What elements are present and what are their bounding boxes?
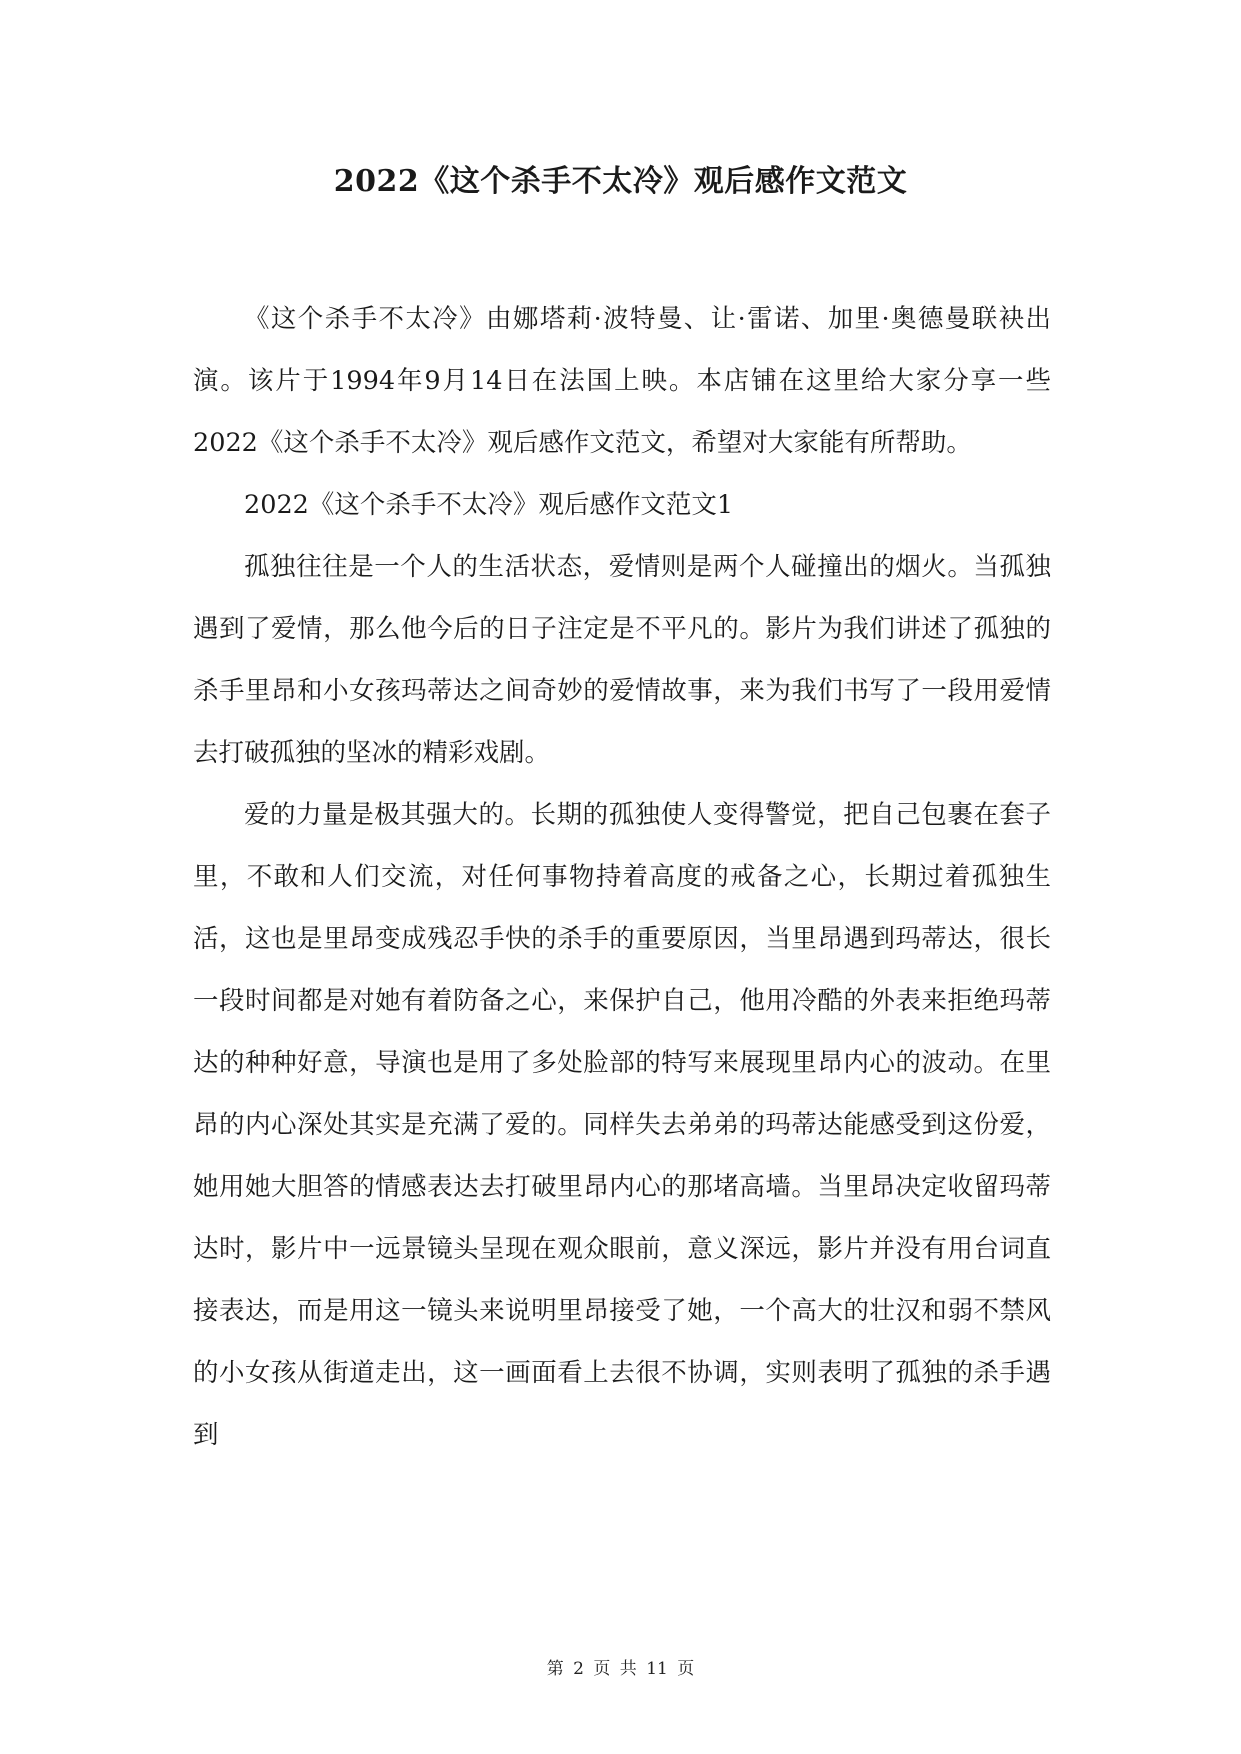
body-paragraph: 孤独往往是一个人的生活状态，爱情则是两个人碰撞出的烟火。当孤独遇到了爱情，那么他今后的日子注定是不平凡的。影片为我们讲述了孤独的杀手里昂和小女孩玛蒂达之间奇妙的爱情故事，来为我们书写了一段用爱情去打破孤独的坚冰的精彩戏剧。 <box>193 552 1051 768</box>
body-paragraph: 爱的力量是极其强大的。长期的孤独使人变得警觉，把自己包裹在套子里，不敢和人们交流，对任何事物持着高度的戒备之心，长期过着孤独生活，这也是里昂变成残忍手快的杀手的重要原因，当里昂遇到玛蒂达，很长一段时间都是对她有着防备之心，来保护自己，他用冷酷的外表来拒绝玛蒂达的种种好意，导演也是用了多处脸部的特写来展现里昂内心的波动。在里昂的内心深处其实是充满了爱的。同样失去弟弟的玛蒂达能感受到这份爱，她用她大胆答的情感表达去打破里昂内心的那堵高墙。当里昂决定收留玛蒂达时，影片中一远景镜头呈现在观众眼前，意义深远，影片并没有用台词直接表达，而是用这一镜头来说明里昂接受了她，一个高大的壮汉和弱不禁风的小女孩从街道走出，这一画面看上去很不协调，实则表明了孤独的杀手遇到 <box>193 800 1051 1450</box>
page-footer: 第 2 页 共 11 页 <box>546 1659 695 1679</box>
intro-paragraph: 《这个杀手不太冷》由娜塔莉·波特曼、让·雷诺、加里·奥德曼联袂出演。该片于1994年9月14日在法国上映。本店铺在这里给大家分享一些2022《这个杀手不太冷》观后感作文范文，希望对大家能有所帮助。 <box>193 304 1051 458</box>
document-body <box>193 288 1051 1466</box>
section-heading: 2022《这个杀手不太冷》观后感作文范文1 <box>244 490 734 520</box>
page-title: 2022《这个杀手不太冷》观后感作文范文 <box>333 164 908 199</box>
